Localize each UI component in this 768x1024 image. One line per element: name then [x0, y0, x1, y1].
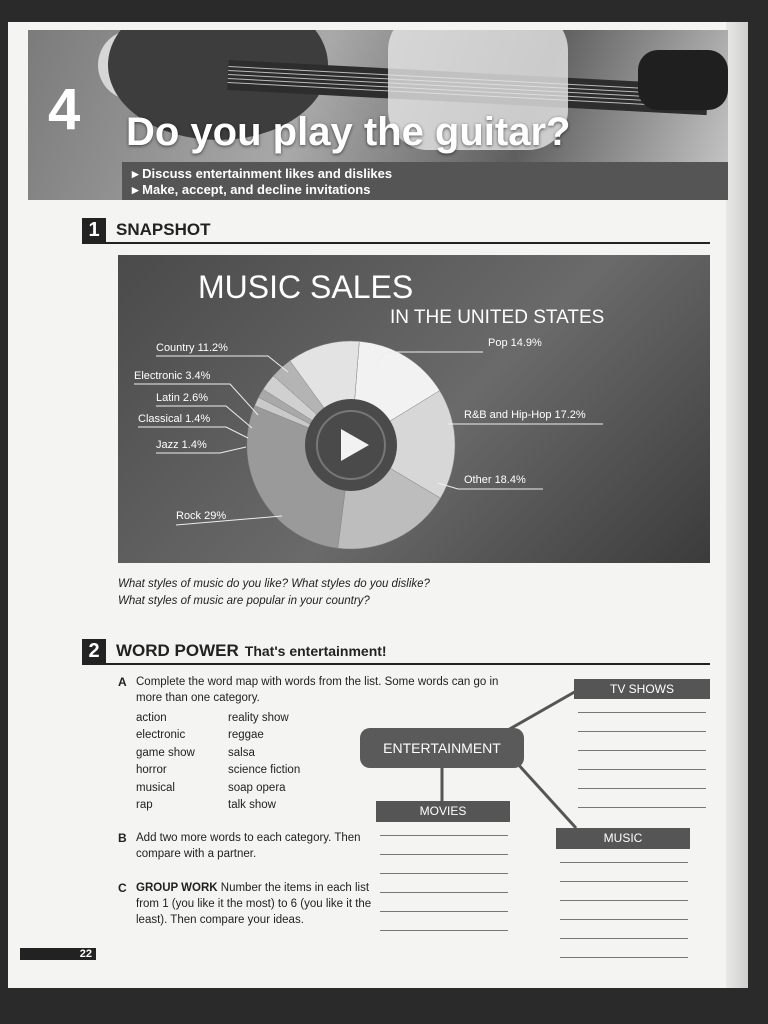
task-letter: C — [118, 881, 127, 895]
word-item: soap opera — [228, 781, 286, 794]
question-line: What styles of music are popular in your country? — [118, 595, 370, 607]
pie-label: Classical 1.4% — [138, 413, 211, 425]
section-title: SNAPSHOT — [116, 220, 211, 239]
unit-number: 4 — [48, 77, 81, 142]
pie-label: Pop 14.9% — [488, 337, 542, 349]
answer-line-movies[interactable] — [380, 911, 508, 912]
chart-subtitle: IN THE UNITED STATES — [390, 307, 605, 328]
answer-line-tv[interactable] — [578, 807, 706, 808]
answer-line-tv[interactable] — [578, 712, 706, 713]
task-b-text: Add two more words to each category. Then compare with a partner. — [136, 832, 361, 860]
word-item: electronic — [136, 729, 186, 742]
task-letter: A — [118, 675, 127, 689]
pie-label: Other 18.4% — [464, 474, 526, 486]
pie-label: Country 11.2% — [156, 342, 228, 354]
group-work-label: GROUP WORK — [136, 882, 218, 894]
pie-label: Rock 29% — [176, 510, 227, 522]
word-item: talk show — [228, 799, 276, 812]
unit-goal: ▸ Make, accept, and decline invitations — [132, 182, 371, 197]
answer-line-movies[interactable] — [380, 835, 508, 836]
word-item: reggae — [228, 729, 264, 742]
unit-title: Do you play the guitar? — [126, 110, 571, 154]
answer-line-movies[interactable] — [380, 892, 508, 893]
section-number: 1 — [82, 218, 106, 242]
chart-title: MUSIC SALES — [198, 269, 414, 305]
word-item: game show — [136, 746, 195, 759]
answer-line-music[interactable] — [560, 938, 688, 939]
answer-line-music[interactable] — [560, 900, 688, 901]
task-a-text: Complete the word map with words from the list. Some words can go in more than one category. — [136, 676, 499, 704]
answer-line-movies[interactable] — [380, 854, 508, 855]
word-item: horror — [136, 764, 167, 777]
answer-line-music[interactable] — [560, 919, 688, 920]
answer-line-tv[interactable] — [578, 788, 706, 789]
section-subtitle: That's entertainment! — [244, 643, 387, 659]
word-map-center: ENTERTAINMENT — [360, 728, 524, 768]
answer-line-music[interactable] — [560, 957, 688, 958]
pie-label: R&B and Hip-Hop 17.2% — [464, 409, 586, 421]
word-item: salsa — [228, 746, 255, 759]
answer-line-music[interactable] — [560, 862, 688, 863]
word-map-movies: MOVIES — [376, 801, 510, 822]
word-item: musical — [136, 781, 175, 794]
word-item: reality show — [228, 712, 289, 724]
word-item: action — [136, 712, 167, 724]
answer-line-tv[interactable] — [578, 750, 706, 751]
page-number: 22 — [20, 948, 96, 960]
task-letter: B — [118, 831, 127, 845]
task-c-body: Number the items in each list from 1 (you like it the most) to 6 (you like it the least). Then compare your ideas. — [136, 882, 372, 926]
question-line: What styles of music do you like? What styles do you dislike? — [118, 578, 430, 590]
pie-label: Latin 2.6% — [156, 392, 208, 404]
unit-goal: ▸ Discuss entertainment likes and dislikes — [132, 166, 393, 181]
word-map-tv-shows: TV SHOWS — [574, 679, 710, 699]
answer-line-music[interactable] — [560, 881, 688, 882]
answer-line-tv[interactable] — [578, 769, 706, 770]
textbook-page — [8, 22, 748, 988]
pie-label: Electronic 3.4% — [134, 370, 211, 382]
section-title-text: WORD POWER — [116, 641, 239, 660]
section-number: 2 — [82, 639, 106, 663]
answer-line-movies[interactable] — [380, 930, 508, 931]
answer-line-tv[interactable] — [578, 731, 706, 732]
pie-label: Jazz 1.4% — [156, 439, 207, 451]
word-item: rap — [136, 799, 153, 812]
word-map-music: MUSIC — [556, 828, 690, 849]
answer-line-movies[interactable] — [380, 873, 508, 874]
word-item: science fiction — [228, 764, 301, 777]
